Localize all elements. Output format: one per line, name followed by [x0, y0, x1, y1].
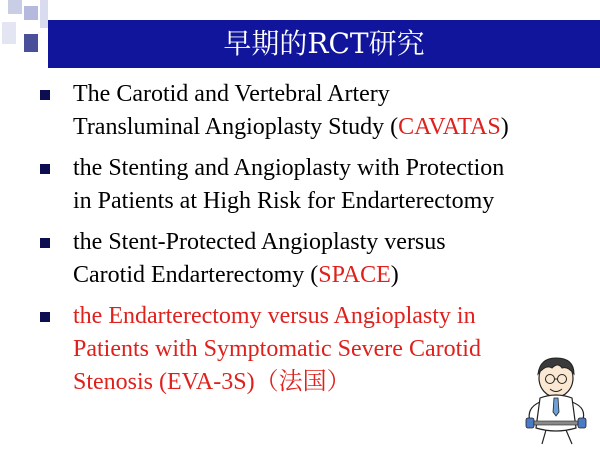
bullet-line: the Endarterectomy versus Angioplasty in: [73, 303, 476, 329]
bullet-item-eva3s: [36, 300, 596, 399]
bullet-line: the Stent-Protected Angioplasty versus: [73, 229, 446, 255]
decorative-square: [40, 0, 48, 28]
decorative-square: [24, 6, 38, 20]
bullet-item-cavatas: [36, 78, 596, 144]
bullet-text: Transluminal Angioplasty Study (: [73, 114, 399, 140]
decorative-square: [24, 34, 38, 52]
bullet-square-icon: [40, 238, 50, 248]
bullet-text: ): [500, 114, 509, 140]
bullet-line: in Patients at High Risk for Endarterectomy: [73, 188, 495, 214]
bullet-line: Stenosis (EVA-3S)（法国）: [73, 369, 351, 395]
bullet-line: [73, 111, 596, 144]
bullet-text: Carotid Endarterectomy (: [73, 262, 319, 288]
cartoon-doctor-icon: [518, 352, 598, 446]
bullet-line: [73, 259, 596, 292]
bullet-line: the Stenting and Angioplasty with Protection: [73, 155, 505, 181]
bullet-item-space: [36, 226, 596, 292]
slide-title: 早期的RCT研究: [223, 27, 425, 60]
bullet-list: [36, 78, 596, 407]
bullet-item-sapphire: [36, 152, 596, 218]
decorative-square: [2, 22, 16, 44]
bullet-line: Patients with Symptomatic Severe Carotid: [73, 336, 481, 362]
bullet-square-icon: [40, 312, 50, 322]
bullet-text: ): [390, 262, 399, 288]
bullet-square-icon: [40, 164, 50, 174]
bullet-line: The Carotid and Vertebral Artery: [73, 81, 390, 107]
highlight-text: CAVATAS: [398, 114, 501, 140]
decorative-square: [8, 0, 22, 14]
bullet-square-icon: [40, 90, 50, 100]
highlight-text: SPACE: [318, 262, 391, 288]
